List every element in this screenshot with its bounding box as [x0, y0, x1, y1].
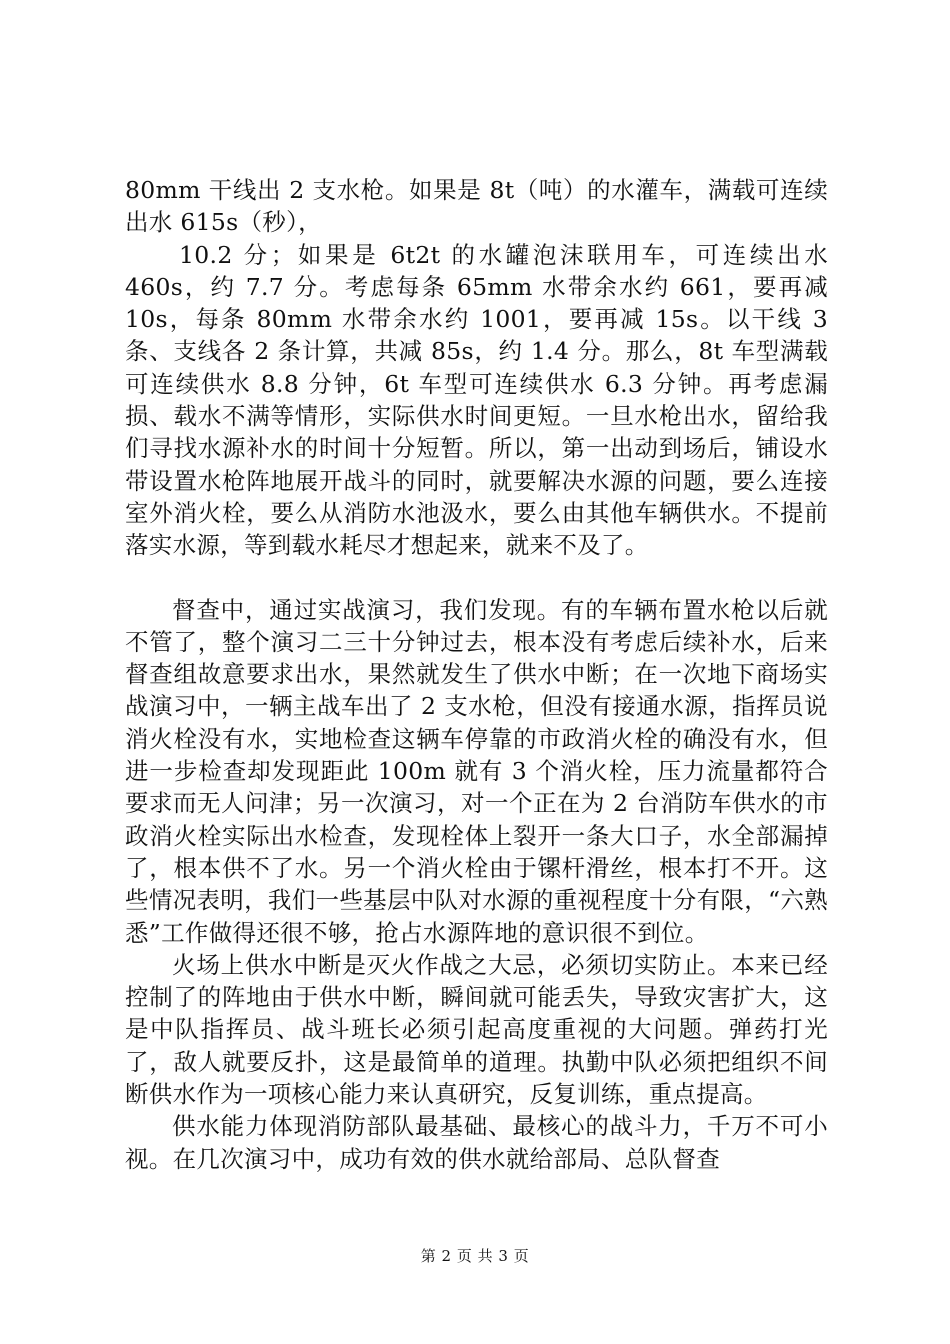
paragraph-5: 供水能力体现消防部队最基础、最核心的战斗力，千万不可小视。在几次演习中，成功有效的供水就给部局、总队督查: [125, 1112, 828, 1173]
paragraph-4: 火场上供水中断是灭火作战之大忌，必须切实防止。本来已经控制了的阵地由于供水中断，瞬间就可能丢失，导致灾害扩大，这是中队指挥员、战斗班长必须引起高度重视的大问题。弹药打光了，敌人就要反扑，这是最简单的道理。执勤中队必须把组织不间断供水作为一项核心能力来认真研究，反复训练，重点提高。: [125, 950, 828, 1109]
paragraph-3: 督查中，通过实战演习，我们发现。有的车辆布置水枪以后就不管了，整个演习二三十分钟过去，根本没有考虑后续补水，后来督查组故意要求出水，果然就发生了供水中断；在一次地下商场实战演习中，一辆主战车出了 2 支水枪，但没有接通水源，指挥员说消火栓没有水，实地检查这辆车停靠的市政消火栓的确没有水，但进一步检查却发现距此 100m 就有 3 个消火栓，压力流量都符合要求而无人问津；另一次演习，对一个正在为 2 台消防车供水的市政消火栓实际出水检查，发现栓体上裂开一条大口子，水全部漏掉了，根本供不了水。另一个消火栓由于镙杆滑丝，根本打不开。这些情况表明，我们一些基层中队对水源的重视程度十分有限，“六熟悉”工作做得还很不够，抢占水源阵地的意识很不到位。: [125, 595, 828, 947]
document-body: [125, 174, 828, 1175]
paragraph-1: 80mm 干线出 2 支水枪。如果是 8t（吨）的水灌车，满载可连续出水 615s（秒），: [125, 176, 828, 237]
paragraph-gap: [125, 562, 828, 594]
page-footer: 第 2 页 共 3 页: [420, 1247, 530, 1265]
paragraph-2: 10.2 分；如果是 6t2t 的水罐泡沫联用车，可连续出水 460s，约 7.7 分。考虑每条 65mm 水带余水约 661，要再减 10s，每条 80mm 水带余水约 1001，要再减 15s。以干线 3 条、支线各 2 条计算，共减 85s，约 1.4 分。那么，8t 车型满载可连续供水 8.8 分钟，6t 车型可连续供水 6.3 分钟。再考虑漏损、载水不满等情形，实际供水时间更短。一旦水枪出水，留给我们寻找水源补水的时间十分短暂。所以，第一出动到场后，铺设水带设置水枪阵地展开战斗的同时，就要解决水源的问题，要么连接室外消火栓，要么从消防水池汲水，要么由其他车辆供水。不提前落实水源，等到载水耗尽才想起来，就来不及了。: [125, 240, 828, 560]
